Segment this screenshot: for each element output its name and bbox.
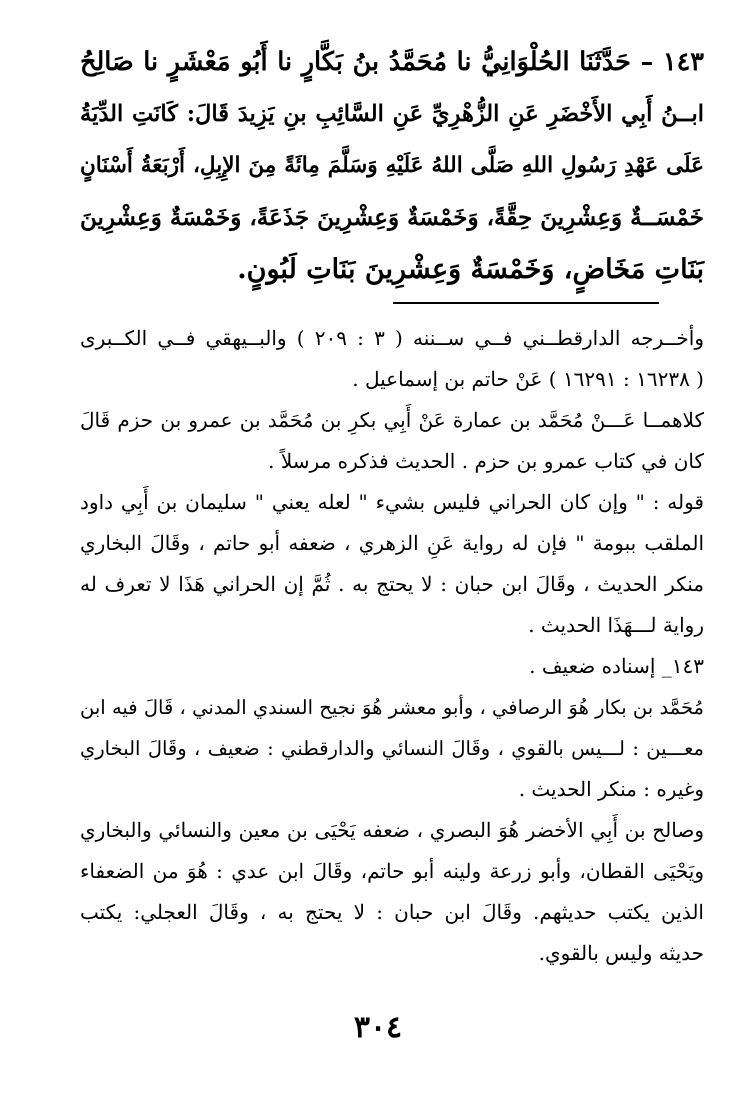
footnote-line: الذين يكتب حديثهم. وقَالَ ابن حبان : لا يحتج به ، وقَالَ العجلي: يكتب bbox=[80, 900, 704, 924]
page-number: ٣٠٤ bbox=[353, 1010, 403, 1045]
footnote-line: كلاهمــا عَـــنْ مُحَمَّد بن عمارة عَنْ أَبِي بكرِ بن مُحَمَّد بن عمرو بن حزم قَالَ bbox=[80, 408, 704, 432]
footnote-divider bbox=[393, 302, 659, 304]
footnote-line: رواية لـــهَذَا الحديث . bbox=[528, 613, 704, 637]
footnote-line: وغيره : منكر الحديث . bbox=[518, 777, 704, 801]
footnote-line: ١٤٣_ إسناده ضعيف . bbox=[529, 654, 704, 678]
footnote-line: قوله : " وإن كان الحراني فليس بشيء " لعله يعني " سليمان بن أَبِي داود bbox=[80, 490, 704, 514]
footnote-paragraph bbox=[80, 687, 704, 810]
footnote-line: وصالح بن أَبِي الأخضر هُوَ البصري ، ضعفه يَحْيَى بن معين والنسائي والبخاري bbox=[80, 818, 704, 842]
footnote-line: الملقب ببومة " فإن له رواية عَنِ الزهري ، ضعفه أبو حاتم ، وقَالَ البخاري bbox=[80, 531, 704, 555]
footnote-line: وأخــرجه الدارقطــني فــي ســننه ( ٣ : ٢٠٩ ) والبــيهقي فــي الكــبرى bbox=[80, 326, 704, 350]
footnote-paragraph bbox=[80, 318, 704, 400]
hadith-text bbox=[80, 36, 704, 296]
hadith-line: خَمْسَــةٌ وَعِشْرِينَ حِقَّةً، وَخَمْسَةٌ وَعِشْرِينَ جَذَعَةً، وَخَمْسَةٌ وَعِشْرِينَ bbox=[79, 204, 704, 231]
footnote-paragraph bbox=[80, 482, 704, 646]
footnote-line: ويَحْيَى القطان، وأبو زرعة ولينه أبو حاتم، وقَالَ ابن عدي : هُوَ من الضعفاء bbox=[80, 859, 704, 883]
footnote-paragraph bbox=[80, 646, 704, 687]
footnote-line: منكر الحديث ، وقَالَ ابن حبان : لا يحتج به . ثُمَّ إن الحراني هَذَا لا تعرف له bbox=[80, 572, 704, 596]
hadith-line: ابــنُ أَبِي الأَخْضَرِ عَنِ الزُّهْرِيِّ عَنِ السَّائِبِ بنِ يَزِيدَ قَالَ: كَانَتِ الدِّيَةُ bbox=[80, 101, 704, 127]
footnote-line: حديثه وليس بالقوي. bbox=[538, 941, 704, 965]
footnote-line: مُحَمَّد بن بكار هُوَ الرصافي ، وأبو معشر هُوَ نجيح السندي المدني ، قَالَ فيه ابن bbox=[80, 696, 704, 719]
footnote-paragraph bbox=[80, 400, 704, 482]
footnote-line: ( ١٦٢٣٨ : ١٦٢٩١ ) عَنْ حاتم بن إسماعيل . bbox=[352, 367, 704, 391]
footnote-line: كان في كتاب عمرو بن حزم . الحديث فذكره مرسلاً . bbox=[268, 449, 704, 473]
hadith-line: بَنَاتِ مَخَاضٍ، وَخَمْسَةٌ وَعِشْرِينَ بَنَاتِ لَبُونٍ. bbox=[237, 254, 704, 285]
footnote-line: معـــين : لـــيس بالقوي ، وقَالَ النسائي والدارقطني : ضعيف ، وقَالَ البخاري bbox=[80, 737, 704, 760]
footnote-paragraph bbox=[80, 810, 704, 974]
hadith-line: ١٤٣ – حَدَّثَنَا الحُلْوَانِيُّ نا مُحَمَّدُ بنُ بَكَّارٍ نا أَبُو مَعْشَرٍ نا صَالِحُ bbox=[80, 47, 704, 77]
footnotes bbox=[80, 318, 704, 974]
hadith-line: عَلَى عَهْدِ رَسُولِ اللهِ صَلَّى اللهُ عَلَيْهِ وَسَلَّمَ مِائَةً مِنَ الإِبِلِ، أَرْبَعَةُ أَسْنَانٍ bbox=[80, 153, 704, 178]
